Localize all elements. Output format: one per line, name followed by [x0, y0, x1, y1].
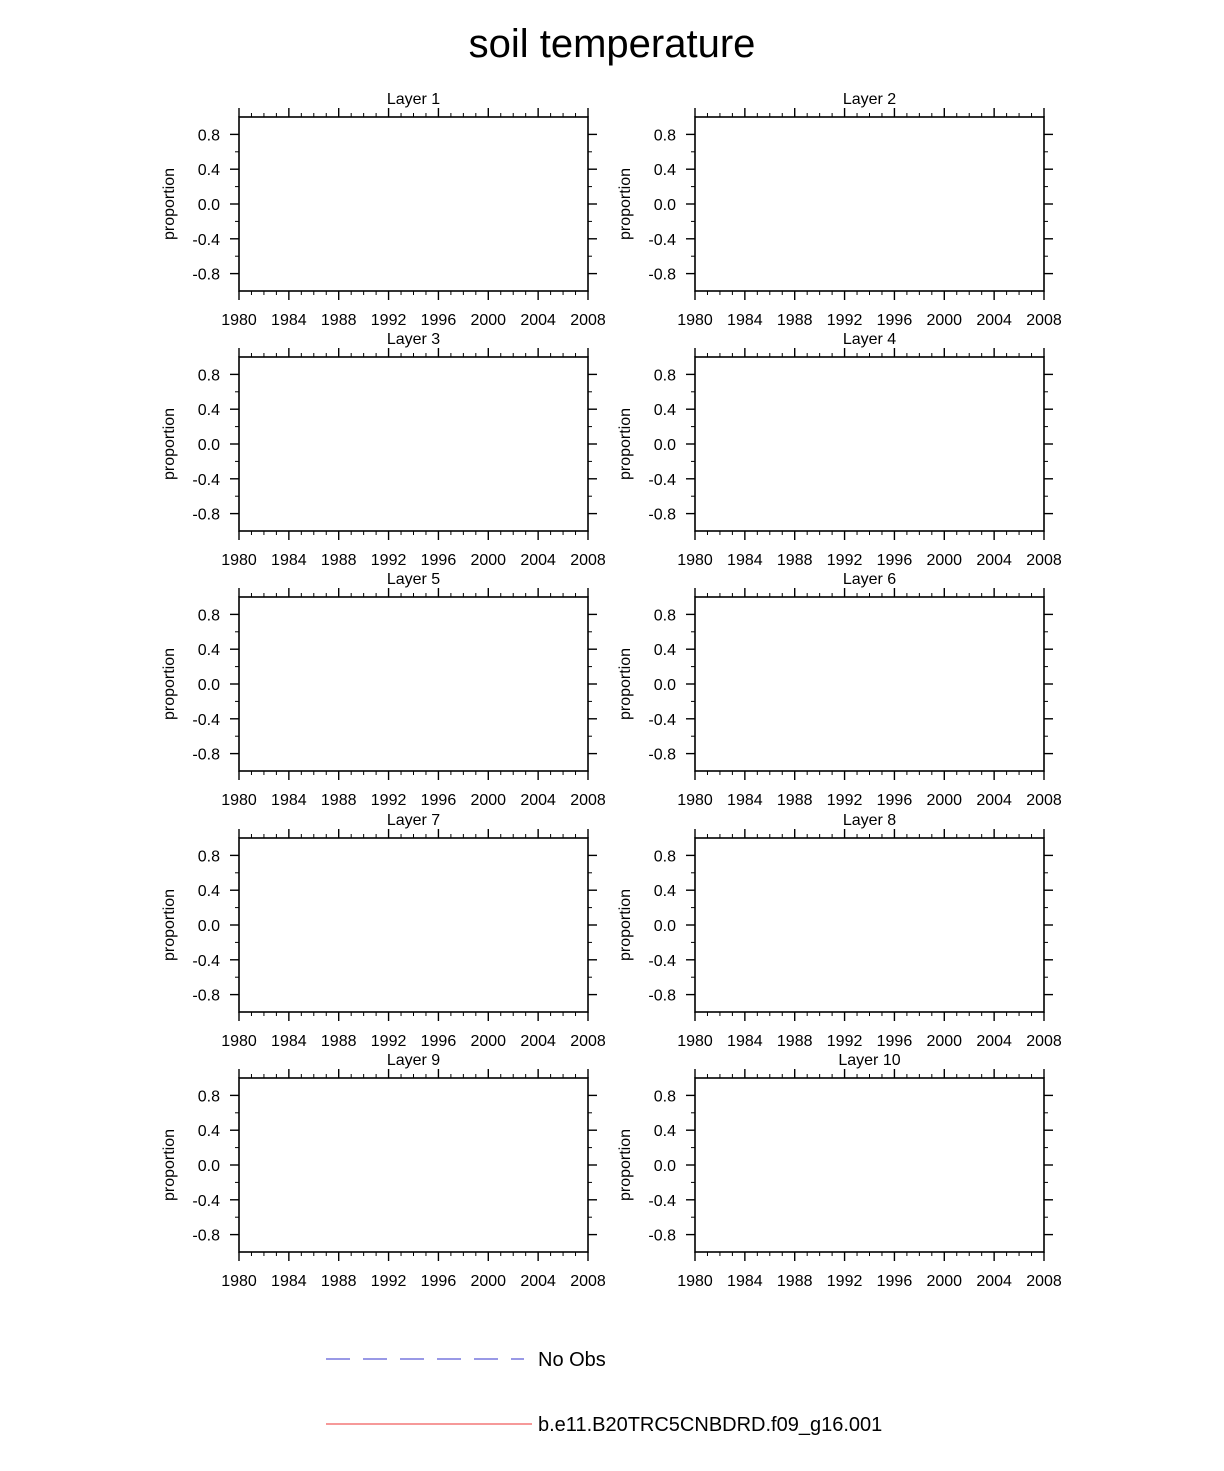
x-tick-label: 1984	[271, 552, 307, 569]
x-tick-label: 1992	[370, 1273, 407, 1290]
x-tick-label: 2004	[976, 1273, 1012, 1290]
y-tick-label: 0.0	[197, 677, 220, 694]
x-tick-label: 2004	[520, 1273, 556, 1290]
x-tick-label: 2000	[470, 1273, 507, 1290]
y-tick-label: -0.4	[648, 471, 676, 489]
x-tick-label: 2000	[926, 1273, 963, 1290]
x-tick-label: 1984	[727, 1273, 763, 1290]
x-tick-label: 1996	[420, 1033, 457, 1050]
y-tick-label: 0.8	[653, 127, 676, 145]
x-tick-label: 2008	[1026, 312, 1062, 329]
x-tick-label: 2008	[1026, 1033, 1062, 1050]
x-tick-label: 2004	[520, 792, 556, 809]
y-tick-label: -0.4	[648, 231, 676, 249]
x-tick-label: 1988	[776, 1033, 813, 1050]
y-tick-label: 0.0	[653, 437, 676, 454]
x-tick-label: 2000	[926, 792, 963, 809]
y-tick-label: -0.4	[192, 952, 220, 970]
y-tick-label: 0.8	[653, 1088, 676, 1106]
panel-title: Layer 5	[386, 571, 441, 588]
x-tick-label: 2004	[520, 312, 556, 329]
x-tick-label: 2008	[570, 1273, 606, 1290]
x-tick-label: 1992	[370, 1033, 407, 1050]
panel-layer-7	[161, 812, 606, 1050]
x-tick-label: 2008	[570, 792, 606, 809]
x-tick-label: 2008	[1026, 1273, 1062, 1290]
legend	[326, 1349, 882, 1436]
x-tick-label: 1988	[776, 312, 813, 329]
x-tick-label: 1992	[826, 1273, 863, 1290]
x-tick-label: 1988	[320, 792, 357, 809]
x-tick-label: 1992	[370, 552, 407, 569]
y-tick-label: 0.0	[653, 197, 676, 214]
x-tick-label: 1984	[727, 1033, 763, 1050]
y-tick-label: 0.4	[197, 883, 220, 901]
x-tick-label: 1984	[727, 312, 763, 329]
panel-title: Layer 1	[386, 91, 441, 108]
y-tick-label: -0.4	[648, 711, 676, 729]
y-tick-label: 0.4	[653, 1123, 676, 1141]
y-tick-label: -0.4	[192, 231, 220, 249]
x-tick-label: 2004	[976, 312, 1012, 329]
x-tick-label: 1988	[776, 792, 813, 809]
y-tick-label: 0.4	[653, 883, 676, 901]
y-tick-label: 0.4	[197, 642, 220, 660]
x-tick-label: 2000	[926, 552, 963, 569]
y-tick-label: 0.0	[653, 677, 676, 694]
x-tick-label: 2004	[976, 552, 1012, 569]
y-tick-label: 0.8	[197, 367, 220, 385]
x-tick-label: 1996	[876, 1273, 913, 1290]
x-tick-label: 1980	[221, 312, 257, 329]
legend-label-model-run: b.e11.B20TRC5CNBDRD.f09_g16.001	[538, 1414, 883, 1436]
plot-frame	[695, 117, 1044, 291]
panel-layer-6	[617, 571, 1062, 809]
x-tick-label: 1984	[271, 1033, 307, 1050]
x-tick-label: 2004	[520, 1033, 556, 1050]
x-tick-label: 1988	[320, 552, 357, 569]
y-axis-label: proportion	[161, 1128, 178, 1202]
x-tick-label: 1980	[221, 552, 257, 569]
plot-frame	[695, 838, 1044, 1012]
y-tick-label: -0.4	[648, 952, 676, 970]
y-tick-label: 0.8	[653, 367, 676, 385]
x-tick-label: 2004	[520, 552, 556, 569]
y-axis-label: proportion	[161, 647, 178, 721]
x-tick-label: 1980	[677, 1273, 713, 1290]
x-tick-label: 1984	[271, 792, 307, 809]
y-tick-label: 0.4	[197, 1123, 220, 1141]
x-tick-label: 1996	[876, 552, 913, 569]
y-axis-label: proportion	[617, 888, 634, 962]
x-tick-label: 2004	[976, 1033, 1012, 1050]
y-tick-label: 0.8	[197, 1088, 220, 1106]
legend-label-no-obs: No Obs	[538, 1349, 606, 1371]
x-tick-label: 1996	[420, 792, 457, 809]
x-tick-label: 2008	[1026, 552, 1062, 569]
x-tick-label: 1988	[320, 312, 357, 329]
x-tick-label: 1992	[370, 312, 407, 329]
x-tick-label: 2000	[926, 1033, 963, 1050]
x-tick-label: 2008	[1026, 792, 1062, 809]
x-tick-label: 2004	[976, 792, 1012, 809]
y-tick-label: -0.8	[648, 746, 676, 764]
x-tick-label: 1984	[727, 792, 763, 809]
x-tick-label: 1996	[876, 792, 913, 809]
y-axis-label: proportion	[161, 167, 178, 241]
y-tick-label: 0.4	[653, 162, 676, 180]
y-tick-label: -0.8	[648, 266, 676, 284]
panel-layer-2	[617, 91, 1062, 329]
y-tick-label: 0.0	[197, 1158, 220, 1175]
y-tick-label: 0.0	[197, 918, 220, 935]
y-tick-label: -0.8	[192, 506, 220, 524]
x-tick-label: 1984	[727, 552, 763, 569]
panel-title: Layer 2	[842, 91, 897, 108]
y-tick-label: 0.8	[197, 607, 220, 625]
plot-frame	[239, 597, 588, 771]
panel-layer-10	[617, 1052, 1062, 1290]
panel-title: Layer 4	[842, 331, 897, 348]
y-tick-label: 0.0	[197, 197, 220, 214]
x-tick-label: 1996	[420, 552, 457, 569]
x-tick-label: 2000	[926, 312, 963, 329]
x-tick-label: 1988	[320, 1273, 357, 1290]
y-axis-label: proportion	[617, 647, 634, 721]
x-tick-label: 1996	[420, 1273, 457, 1290]
y-tick-label: 0.0	[653, 918, 676, 935]
x-tick-label: 1988	[776, 1273, 813, 1290]
panel-layer-3	[161, 331, 606, 569]
y-tick-label: 0.4	[653, 642, 676, 660]
x-tick-label: 1988	[776, 552, 813, 569]
panel-layer-9	[161, 1052, 606, 1290]
y-tick-label: -0.4	[192, 471, 220, 489]
y-tick-label: 0.0	[653, 1158, 676, 1175]
x-tick-label: 1996	[420, 312, 457, 329]
y-tick-label: 0.8	[197, 127, 220, 145]
x-tick-label: 2000	[470, 792, 507, 809]
x-tick-label: 1980	[677, 792, 713, 809]
panel-title: Layer 6	[842, 571, 897, 588]
y-axis-label: proportion	[617, 407, 634, 481]
y-tick-label: 0.0	[197, 437, 220, 454]
plot-frame	[695, 1078, 1044, 1252]
y-tick-label: -0.4	[648, 1192, 676, 1210]
x-tick-label: 1996	[876, 312, 913, 329]
x-tick-label: 1992	[826, 312, 863, 329]
panel-title: Layer 9	[386, 1052, 441, 1069]
x-tick-label: 2008	[570, 1033, 606, 1050]
plot-frame	[695, 357, 1044, 531]
panels-group	[161, 91, 1062, 1290]
x-tick-label: 1992	[826, 1033, 863, 1050]
x-tick-label: 2000	[470, 1033, 507, 1050]
x-tick-label: 2008	[570, 552, 606, 569]
x-tick-label: 2000	[470, 312, 507, 329]
x-tick-label: 1980	[221, 792, 257, 809]
plot-frame	[695, 597, 1044, 771]
y-tick-label: 0.4	[197, 402, 220, 420]
x-tick-label: 1992	[826, 552, 863, 569]
x-tick-label: 1992	[370, 792, 407, 809]
plot-frame	[239, 1078, 588, 1252]
x-tick-label: 2008	[570, 312, 606, 329]
x-tick-label: 1984	[271, 312, 307, 329]
y-tick-label: 0.8	[197, 848, 220, 866]
y-axis-label: proportion	[617, 1128, 634, 1202]
x-tick-label: 1980	[221, 1033, 257, 1050]
plot-frame	[239, 117, 588, 291]
x-tick-label: 1996	[876, 1033, 913, 1050]
y-tick-label: -0.8	[192, 746, 220, 764]
panel-title: Layer 3	[386, 331, 441, 348]
x-tick-label: 2000	[470, 552, 507, 569]
y-axis-label: proportion	[161, 407, 178, 481]
plot-frame	[239, 838, 588, 1012]
panel-title: Layer 8	[842, 812, 897, 829]
panel-layer-4	[617, 331, 1062, 569]
y-tick-label: 0.8	[653, 848, 676, 866]
x-tick-label: 1992	[826, 792, 863, 809]
y-tick-label: -0.8	[648, 987, 676, 1005]
x-tick-label: 1984	[271, 1273, 307, 1290]
panel-title: Layer 7	[386, 812, 441, 829]
panel-layer-5	[161, 571, 606, 809]
panel-layer-1	[161, 91, 606, 329]
y-tick-label: -0.4	[192, 711, 220, 729]
y-tick-label: -0.8	[192, 1227, 220, 1245]
plot-frame	[239, 357, 588, 531]
y-tick-label: -0.8	[648, 506, 676, 524]
panel-title: Layer 10	[838, 1052, 901, 1069]
y-tick-label: -0.8	[192, 987, 220, 1005]
y-tick-label: 0.8	[653, 607, 676, 625]
y-tick-label: -0.8	[192, 266, 220, 284]
panel-layer-8	[617, 812, 1062, 1050]
y-tick-label: 0.4	[653, 402, 676, 420]
y-axis-label: proportion	[161, 888, 178, 962]
y-tick-label: -0.4	[192, 1192, 220, 1210]
x-tick-label: 1980	[677, 312, 713, 329]
y-tick-label: 0.4	[197, 162, 220, 180]
y-tick-label: -0.8	[648, 1227, 676, 1245]
x-tick-label: 1980	[221, 1273, 257, 1290]
x-tick-label: 1980	[677, 1033, 713, 1050]
y-axis-label: proportion	[617, 167, 634, 241]
x-tick-label: 1980	[677, 552, 713, 569]
page-title: soil temperature	[468, 22, 756, 66]
x-tick-label: 1988	[320, 1033, 357, 1050]
